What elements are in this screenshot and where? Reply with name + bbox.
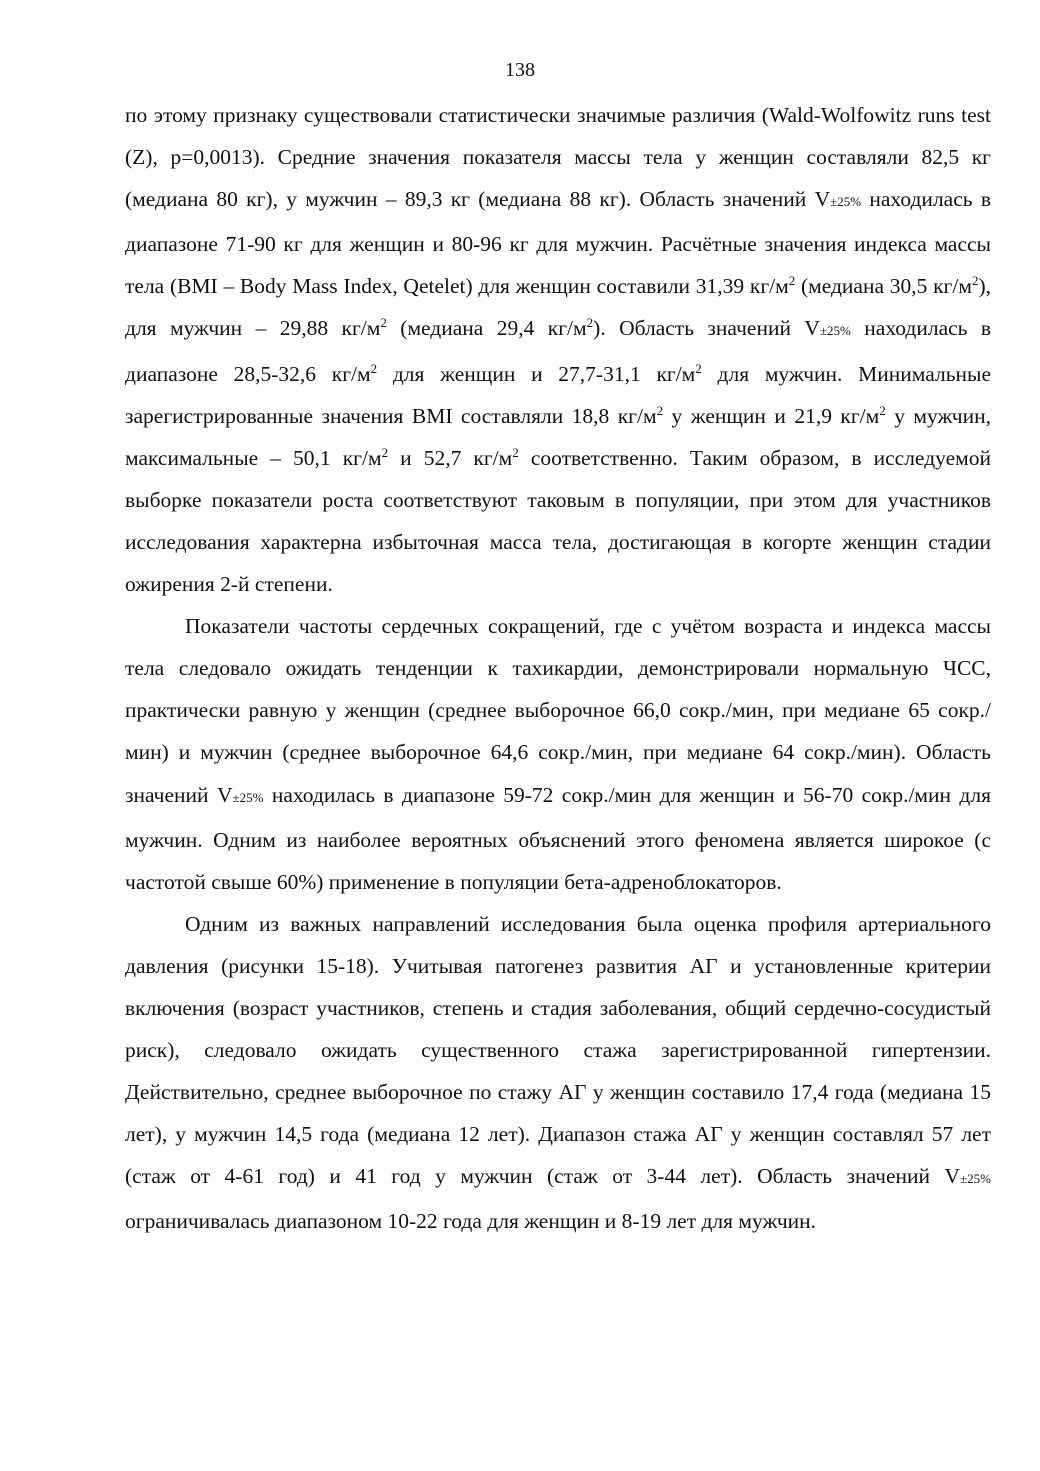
text-run: для женщин и 27,7-31,1 кг/м — [377, 361, 696, 386]
text-run: (медиана 29,4 кг/м — [386, 316, 587, 341]
text-run: Показатели частоты сердечных сокращений, где с учётом возраста и индекса массы тела следовало ожидать тенденции к тахикардии, демонстрировали нормальную ЧСС, практически равную у женщин (среднее выборочное 66,0 сокр./мин, при медиане 65 сокр./мин) и мужчин (среднее выборочное 64,6 сокр./мин, при медиане 64 сокр./мин). Область значений V — [125, 614, 991, 807]
text-run: и 52,7 кг/м — [388, 445, 513, 470]
text-run: Одним из важных направлений исследования была оценка профиля артериального давления (рисунки 15-18). Учитывая патогенез развития АГ и установленные критерии включения (возраст участников, степень и стадия заболевания, общий сердечно-сосудистый риск), следовало ожидать существенного стажа зарегистрированной гипертензии. Действительно, среднее выборочное по стажу АГ у женщин составило 17,4 года (медиана 15 лет), у мужчин 14,5 года (медиана 12 лет). Диапазон стажа АГ у женщин составлял 57 лет (стаж от 4-61 год) и 41 год у мужчин (стаж от 3-44 лет). Область значений V — [125, 911, 991, 1189]
superscript: 2 — [512, 444, 519, 460]
paragraph-blood-pressure — [125, 903, 991, 1243]
superscript: 2 — [695, 360, 702, 376]
text-run: (медиана 30,5 кг/м — [795, 274, 972, 299]
subscript: ±25% — [232, 789, 264, 805]
paragraph-heart-rate — [125, 605, 991, 903]
superscript: 2 — [656, 402, 664, 418]
text-run: у женщин и 21,9 кг/м — [663, 403, 880, 428]
superscript: 2 — [879, 402, 886, 418]
subscript: ±25% — [960, 1171, 991, 1187]
superscript: 2 — [788, 273, 796, 289]
superscript: 2 — [380, 315, 387, 331]
superscript: 2 — [586, 315, 594, 331]
page-number: 138 — [505, 59, 535, 81]
paragraph-body-mass — [125, 94, 991, 605]
subscript: ±25% — [819, 323, 851, 339]
text-run: по этому признаку существовали статистически значимые различия (Wald-Wolfowitz runs test (Z), p=0,0013). Средние значения показателя массы тела у женщин составляли 82,5 кг (медиана 80 кг), у мужчин – 89,3 кг (медиана 88 кг). Область значений V — [125, 103, 991, 212]
subscript: ±25% — [830, 194, 862, 210]
text-run: для мужчин. Минимальные зарегистрированные значения BMI составляли 18,8 кг/м — [125, 361, 991, 428]
superscript: 2 — [370, 360, 378, 376]
text-run: соответственно. Таким образом, в исследуемой выборке показатели роста соответствуют таковым в популяции, при этом для участников исследования характерна избыточная масса тела, достигающая в когорте женщин стадии ожирения 2-й степени. — [125, 445, 992, 597]
text-run: ограничивалась диапазоном 10-22 года для женщин и 8-19 лет для мужчин. — [125, 1209, 817, 1234]
text-run: ), для мужчин – 29,88 кг/м — [125, 274, 991, 341]
text-run: находилась в диапазоне 28,5-32,6 кг/м — [125, 316, 992, 386]
superscript: 2 — [971, 273, 979, 289]
text-run: ). Область значений V — [593, 316, 820, 341]
document-body — [125, 94, 991, 1243]
text-run: находилась в диапазоне 71-90 кг для женщин и 80-96 кг для мужчин. Расчётные значения индекса массы тела (BMI – Body Mass Index, Qetelet) для женщин составили 31,39 кг/м — [125, 187, 991, 299]
text-run: у мужчин, максимальные – 50,1 кг/м — [125, 403, 992, 470]
text-run: находилась в диапазоне 59-72 сокр./мин для женщин и 56-70 сокр./мин для мужчин. Одним из наиболее вероятных объяснений этого феномена является широкое (с частотой свыше 60%) применение в популяции бета-адреноблокаторов. — [125, 782, 991, 894]
superscript: 2 — [381, 444, 389, 460]
